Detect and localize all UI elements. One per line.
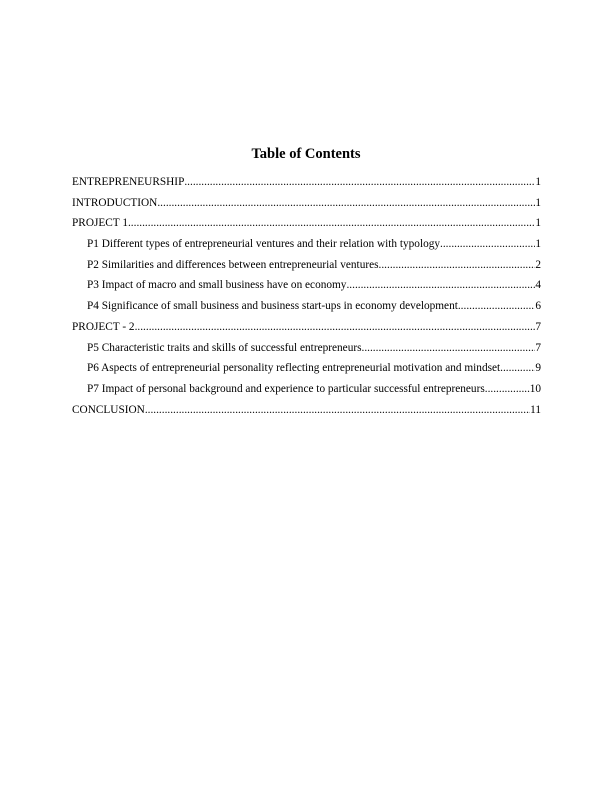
- toc-title: Table of Contents: [251, 146, 361, 162]
- toc-entry[interactable]: [72, 237, 541, 258]
- toc-page-number: 7: [535, 320, 541, 333]
- toc-entry-text: PROJECT - 2: [72, 320, 135, 333]
- toc-entry[interactable]: [72, 175, 541, 196]
- toc-entry[interactable]: [72, 320, 541, 341]
- toc-page-number: 4: [535, 279, 541, 292]
- toc-entry-text: P5 Characteristic traits and skills of successful entrepreneurs: [87, 341, 362, 354]
- toc-entry-text: P3 Impact of macro and small business have on economy: [87, 279, 347, 292]
- toc-page-number: 1: [535, 196, 541, 209]
- toc-page-number: 7: [535, 341, 541, 354]
- toc-page-number: 6: [535, 300, 541, 313]
- toc-entry[interactable]: [72, 258, 541, 279]
- toc-entry[interactable]: [72, 382, 541, 403]
- toc-entry[interactable]: [72, 361, 541, 382]
- toc-dot-leader: [346, 278, 535, 292]
- toc-entry-text: P2 Similarities and differences between entrepreneurial ventures: [87, 258, 379, 271]
- toc-entry-text: P6 Aspects of entrepreneurial personality reflecting entrepreneurial motivation and mindset: [87, 362, 501, 375]
- toc-dot-leader: [440, 237, 535, 251]
- toc-dot-leader: [485, 382, 530, 396]
- toc-entry-text: CONCLUSION: [72, 403, 145, 416]
- toc-entry[interactable]: [72, 341, 541, 362]
- toc-dot-leader: [145, 403, 530, 417]
- toc-entry-text: PROJECT 1: [72, 217, 128, 230]
- toc-page-number: 9: [535, 362, 541, 375]
- toc-entry[interactable]: [72, 216, 541, 237]
- toc-dot-leader: [135, 320, 536, 334]
- toc-entry-text: P1 Different types of entrepreneurial ventures and their relation with typology: [87, 238, 441, 251]
- toc-dot-leader: [379, 258, 536, 272]
- toc-dot-leader: [458, 299, 535, 313]
- toc-entry-text: INTRODUCTION: [72, 196, 158, 209]
- toc-dot-leader: [362, 341, 536, 355]
- toc-page-number: 1: [535, 238, 541, 251]
- toc-page-number: 1: [535, 176, 541, 188]
- toc-entry-text: P4 Significance of small business and business start-ups in economy development: [87, 300, 458, 313]
- toc-page-number: 11: [530, 403, 541, 416]
- toc-entry[interactable]: [72, 196, 541, 217]
- toc-entry-text: ENTREPRENEURSHIP: [72, 176, 185, 188]
- toc-dot-leader: [128, 216, 535, 230]
- toc-page-number: 1: [535, 217, 541, 230]
- toc-entry[interactable]: [72, 299, 541, 320]
- toc-dot-leader: [500, 361, 535, 375]
- toc-page-number: 2: [535, 258, 541, 271]
- toc-entry-text: P7 Impact of personal background and experience to particular successful entrepreneurs: [87, 382, 485, 395]
- toc-list: [72, 175, 541, 423]
- toc-entry[interactable]: [72, 403, 541, 424]
- toc-entry[interactable]: [72, 278, 541, 299]
- toc-page-number: 10: [529, 382, 541, 395]
- toc-dot-leader: [157, 196, 535, 210]
- toc-dot-leader: [184, 175, 535, 189]
